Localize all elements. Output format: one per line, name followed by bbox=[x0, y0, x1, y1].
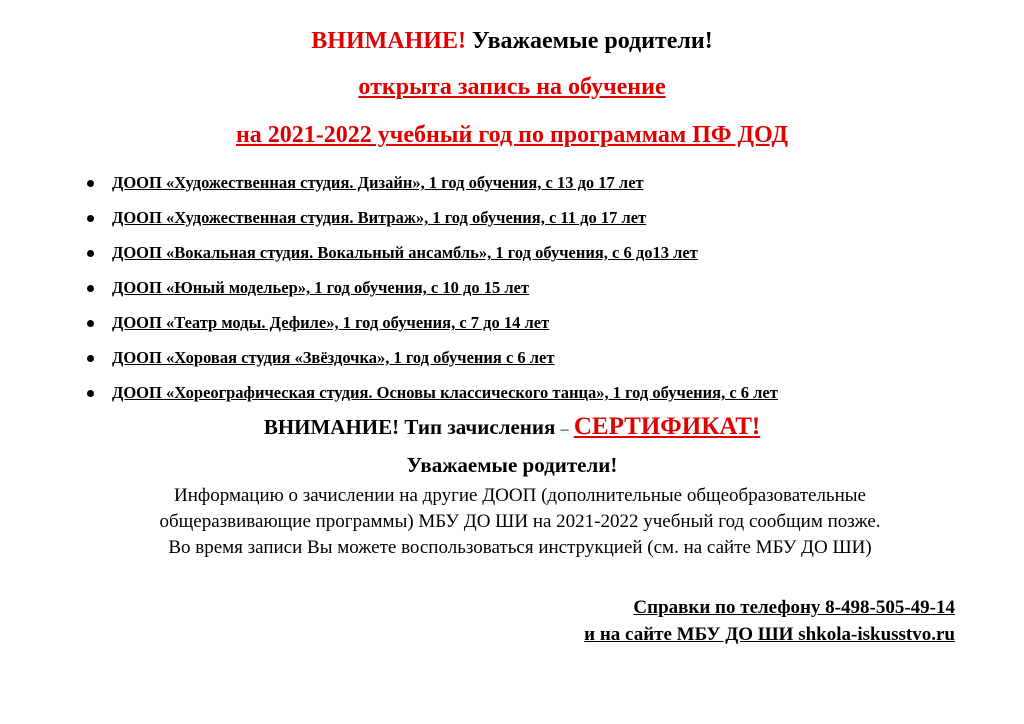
program-text: ДООП «Художественная студия. Дизайн», 1 год обучения, с 13 до 17 лет bbox=[112, 173, 644, 192]
phone-line: Справки по телефону 8-498-505-49-14 bbox=[633, 597, 955, 618]
bullet-icon bbox=[87, 285, 94, 292]
enrollment-type-line bbox=[0, 413, 1024, 441]
enrollment-type-dash: – bbox=[560, 421, 569, 438]
program-text: ДООП «Вокальная студия. Вокальный ансамбль», 1 год обучения, с 6 до13 лет bbox=[112, 243, 698, 262]
attention-label: ВНИМАНИЕ! bbox=[311, 28, 466, 54]
list-item bbox=[86, 305, 986, 340]
list-item bbox=[86, 165, 986, 200]
bullet-icon bbox=[87, 390, 94, 397]
list-item bbox=[86, 340, 986, 375]
bullet-icon bbox=[87, 355, 94, 362]
program-text: ДООП «Юный модельер», 1 год обучения, с 10 до 15 лет bbox=[112, 278, 530, 297]
bullet-icon bbox=[87, 180, 94, 187]
info-paragraph bbox=[60, 483, 980, 561]
program-list bbox=[86, 165, 986, 410]
info-line-2: общеразвивающие программы) МБУ ДО ШИ на 2021-2022 учебный год сообщим позже. bbox=[159, 511, 881, 532]
website-line: и на сайте МБУ ДО ШИ shkola-iskusstvo.ru bbox=[584, 624, 955, 645]
bullet-icon bbox=[87, 250, 94, 257]
list-item bbox=[86, 375, 986, 410]
enrollment-open-heading: открыта запись на обучение bbox=[358, 74, 666, 100]
dear-parents-subheading: Уважаемые родители! bbox=[406, 453, 618, 477]
certificate-label: СЕРТИФИКАТ! bbox=[573, 413, 761, 440]
attention-heading bbox=[0, 28, 1024, 55]
contacts-block bbox=[584, 594, 955, 648]
program-text: ДООП «Художественная студия. Витраж», 1 год обучения, с 11 до 17 лет bbox=[112, 208, 647, 227]
program-text: ДООП «Театр моды. Дефиле», 1 год обучения, с 7 до 14 лет bbox=[112, 313, 550, 332]
info-line-3: Во время записи Вы можете воспользоваться инструкцией (см. на сайте МБУ ДО ШИ) bbox=[168, 537, 872, 558]
list-item bbox=[86, 200, 986, 235]
program-text: ДООП «Хоровая студия «Звёздочка», 1 год обучения с 6 лет bbox=[112, 348, 555, 367]
bullet-icon bbox=[87, 320, 94, 327]
list-item bbox=[86, 270, 986, 305]
enrollment-type-label: ВНИМАНИЕ! Тип зачисления bbox=[263, 415, 556, 439]
bullet-icon bbox=[87, 215, 94, 222]
list-item bbox=[86, 235, 986, 270]
program-text: ДООП «Хореографическая студия. Основы классического танца», 1 год обучения, с 6 лет bbox=[112, 383, 778, 402]
academic-year-heading: на 2021-2022 учебный год по программам ПФ ДОД bbox=[235, 122, 789, 148]
info-line-1: Информацию о зачислении на другие ДООП (дополнительные общеобразовательные bbox=[174, 485, 866, 506]
dear-parents-heading: Уважаемые родители! bbox=[471, 28, 713, 54]
